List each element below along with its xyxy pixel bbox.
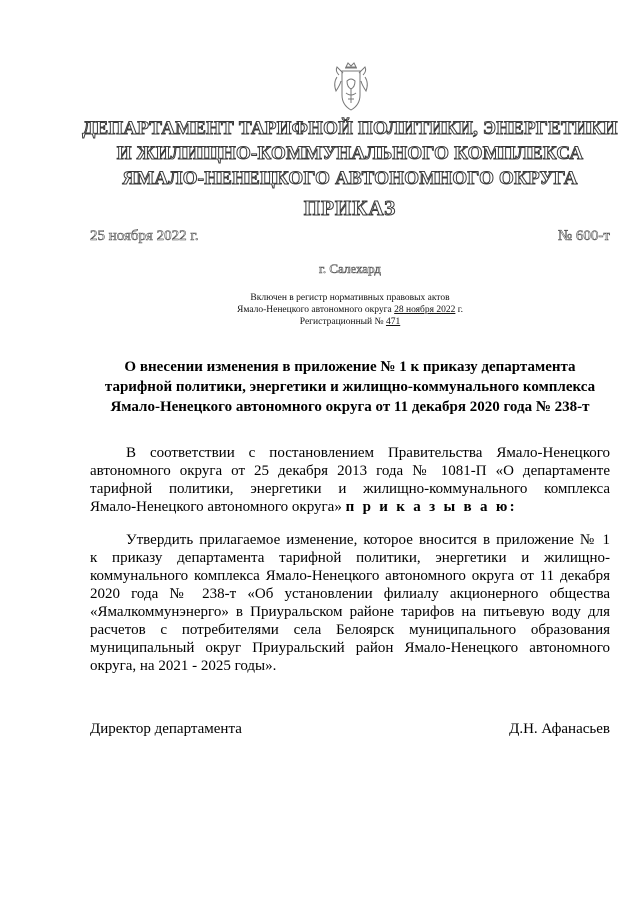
paragraph-line: к приказу департамента тарифной политики, энергетики и жилищно- (90, 550, 610, 566)
registry-line-3 (60, 316, 640, 328)
doc-type-title: ПРИКАЗ (303, 196, 397, 220)
signatory-role: Директор департамента (90, 721, 242, 737)
department-line: ЯМАЛО-НЕНЕЦКОГО АВТОНОМНОГО ОКРУГА (122, 168, 578, 189)
paragraph-line: автономного округа от 25 декабря 2013 года № 1081-П «О департаменте (90, 463, 610, 479)
order-date: 25 ноября 2022 г. (90, 228, 199, 244)
preamble-paragraph (90, 444, 610, 516)
order-city: г. Салехард (318, 261, 382, 276)
order-word: п р и к а з ы в а ю (345, 499, 510, 515)
department-name (60, 116, 640, 191)
order-number: № 600-т (557, 228, 610, 244)
registry-number-label: Регистрационный № (299, 317, 386, 327)
order-colon: : (509, 499, 517, 515)
order-subject (90, 357, 610, 417)
registry-stamp (60, 292, 640, 328)
paragraph-line: В соответствии с постановлением Правительства Ямало-Ненецкого (126, 445, 610, 461)
registry-line-2 (60, 304, 640, 316)
paragraph-line: муниципальный округ Приуральский район Ямало-Ненецкого автономного (90, 640, 610, 656)
operative-paragraph (90, 531, 610, 675)
coat-of-arms-icon (331, 61, 371, 115)
signatory-name: Д.Н. Афанасьев (509, 721, 610, 737)
department-line: И ЖИЛИЩНО-КОММУНАЛЬНОГО КОМПЛЕКСА (116, 143, 584, 164)
paragraph-line: 2020 года № 238-т «Об установлении филиалу акционерного общества (90, 586, 610, 602)
paragraph-line: тарифной политики, энергетики и жилищно-коммунального комплекса (90, 481, 610, 497)
paragraph-line: округа, на 2021 - 2025 годы». (90, 658, 277, 674)
subject-line: Ямало-Ненецкого автономного округа от 11 декабря 2020 года № 238-т (110, 399, 590, 415)
registry-number: 471 (385, 317, 401, 327)
registry-date: 28 ноября 2022 (394, 305, 456, 315)
paragraph-line: Утвердить прилагаемое изменение, которое вносится в приложение № 1 (126, 532, 610, 548)
subject-line: тарифной политики, энергетики и жилищно-коммунального комплекса (104, 379, 596, 395)
paragraph-line: «Ямалкоммунэнерго» в Приуральском районе тарифов на питьевую воду для (90, 604, 610, 620)
paragraph-line: расчетов с потребителями села Белоярск муниципального образования (90, 622, 610, 638)
subject-line: О внесении изменения в приложение № 1 к приказу департамента (124, 359, 576, 375)
paragraph-line (90, 498, 610, 516)
registry-year-suffix: г. (455, 305, 463, 315)
department-line: ДЕПАРТАМЕНТ ТАРИФНОЙ ПОЛИТИКИ, ЭНЕРГЕТИКИ (82, 118, 618, 139)
registry-region: Ямало-Ненецкого автономного округа (237, 305, 395, 315)
paragraph-line: коммунального комплекса Ямало-Ненецкого автономного округа от 11 декабря (90, 568, 610, 584)
preamble-text: Ямало-Ненецкого автономного округа» (90, 499, 346, 515)
registry-line-1: Включен в регистр нормативных правовых актов (250, 293, 450, 303)
